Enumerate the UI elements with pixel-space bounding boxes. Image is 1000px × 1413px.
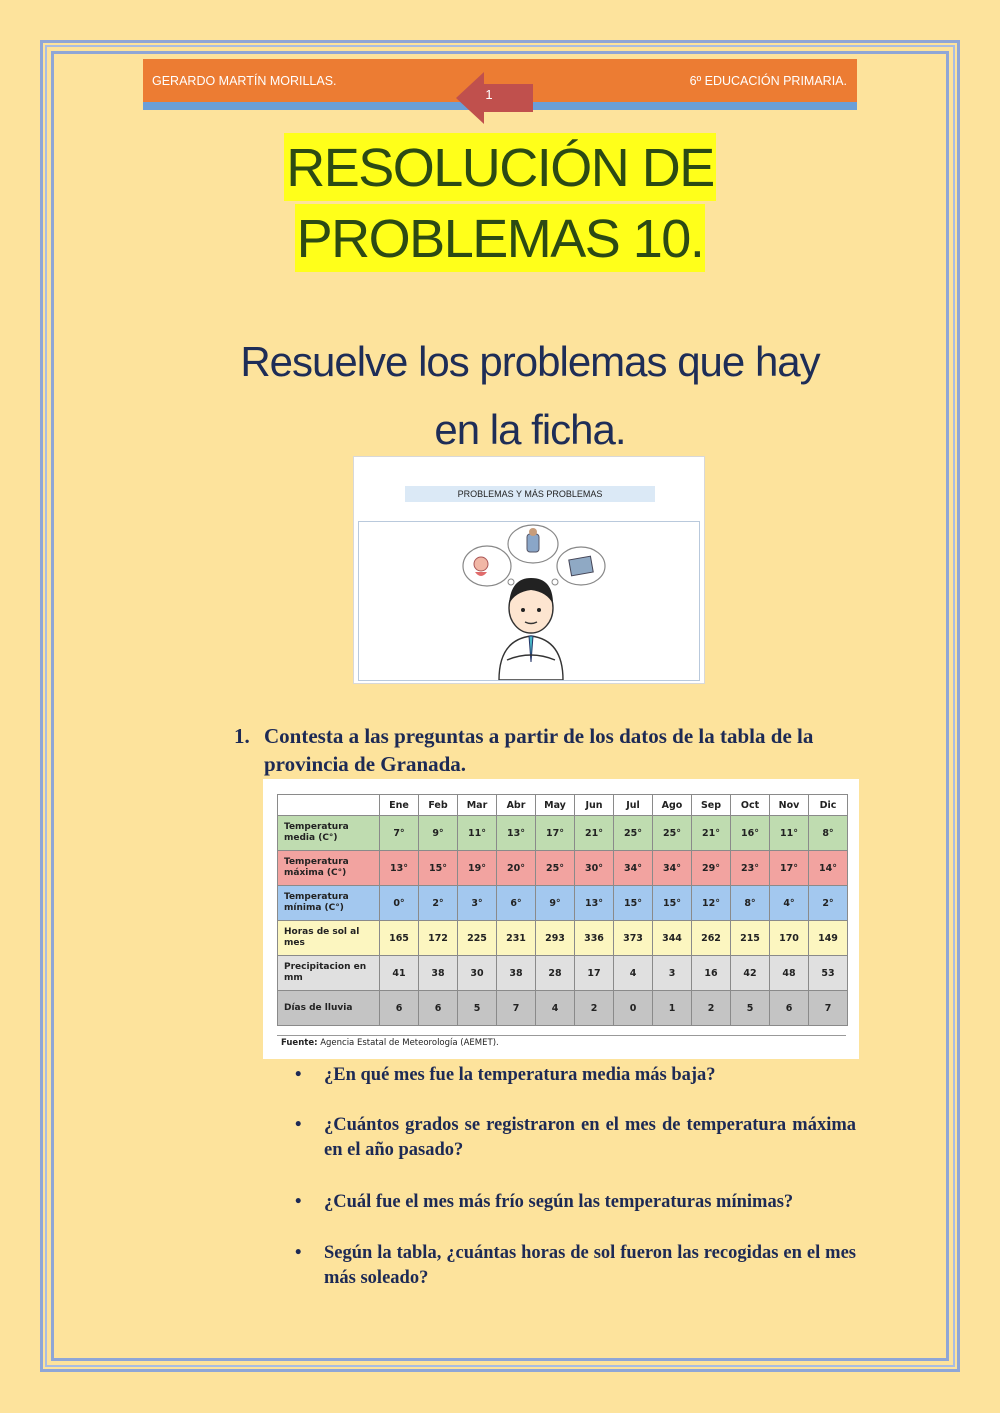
table-cell: 15°: [419, 851, 458, 886]
page-title: [150, 133, 850, 272]
table-cell: 20°: [497, 851, 536, 886]
table-cell: 13°: [575, 886, 614, 921]
table-cell: 225: [458, 921, 497, 956]
table-cell: 8°: [809, 816, 848, 851]
table-cell: 7°: [380, 816, 419, 851]
table-cell: 4: [536, 991, 575, 1026]
row-label: Temperatura máxima (C°): [278, 851, 380, 886]
table-cell: 21°: [692, 816, 731, 851]
table-cell: 13°: [497, 816, 536, 851]
table-cell: 3: [653, 956, 692, 991]
table-cell: 38: [497, 956, 536, 991]
table-corner-cell: [278, 795, 380, 816]
header-grade: 6º EDUCACIÓN PRIMARIA.: [689, 74, 847, 88]
bullet-text: ¿En qué mes fue la temperatura media más baja?: [324, 1065, 716, 1085]
header-author: GERARDO MARTÍN MORILLAS.: [152, 74, 337, 88]
title-line-1: RESOLUCIÓN DE: [284, 133, 716, 201]
table-cell: 4°: [770, 886, 809, 921]
table-cell: 15°: [614, 886, 653, 921]
instructions-line-1: Resuelve los problemas que hay: [240, 338, 820, 385]
month-header-ago: Ago: [653, 795, 692, 816]
table-row: [278, 816, 848, 851]
table-cell: 48: [770, 956, 809, 991]
table-cell: 2: [692, 991, 731, 1026]
table-row: [278, 991, 848, 1026]
month-header-feb: Feb: [419, 795, 458, 816]
table-cell: 25°: [536, 851, 575, 886]
month-header-abr: Abr: [497, 795, 536, 816]
bullet-text: Según la tabla, ¿cuántas horas de sol fueron las recogidas en el mes más soleado?: [324, 1243, 856, 1288]
instructions-line-2: en la ficha.: [434, 406, 626, 453]
table-cell: 16: [692, 956, 731, 991]
bullet-text: ¿Cuál fue el mes más frío según las temperaturas mínimas?: [324, 1192, 794, 1212]
table-cell: 8°: [731, 886, 770, 921]
table-cell: 262: [692, 921, 731, 956]
table-cell: 6: [770, 991, 809, 1026]
table-cell: 373: [614, 921, 653, 956]
thinking-boy-icon: [359, 522, 699, 680]
question-number: 1.: [234, 724, 250, 748]
table-cell: 11°: [770, 816, 809, 851]
worksheet-illustration-box: [358, 521, 700, 681]
table-cell: 2: [575, 991, 614, 1026]
table-cell: 7: [809, 991, 848, 1026]
table-header-row: [278, 795, 848, 816]
table-cell: 172: [419, 921, 458, 956]
table-cell: 34°: [653, 851, 692, 886]
table-cell: 0°: [380, 886, 419, 921]
title-line-2: PROBLEMAS 10.: [295, 204, 706, 272]
table-cell: 1: [653, 991, 692, 1026]
table-cell: 11°: [458, 816, 497, 851]
table-cell: 3°: [458, 886, 497, 921]
table-cell: 231: [497, 921, 536, 956]
table-cell: 28: [536, 956, 575, 991]
table-cell: 16°: [731, 816, 770, 851]
worksheet-heading: PROBLEMAS Y MÁS PROBLEMAS: [405, 486, 655, 502]
table-cell: 5: [731, 991, 770, 1026]
weather-table: [277, 794, 848, 1026]
table-cell: 30°: [575, 851, 614, 886]
row-label: Horas de sol al mes: [278, 921, 380, 956]
table-cell: 14°: [809, 851, 848, 886]
table-cell: 17: [575, 956, 614, 991]
table-cell: 29°: [692, 851, 731, 886]
table-cell: 2°: [419, 886, 458, 921]
table-cell: 336: [575, 921, 614, 956]
table-cell: 41: [380, 956, 419, 991]
question-text: Contesta a las preguntas a partir de los datos de la tabla de la provincia de Granada.: [264, 724, 814, 776]
worksheet-image: [353, 456, 705, 684]
table-cell: 25°: [653, 816, 692, 851]
bullet-icon: •: [295, 1065, 302, 1085]
month-header-jul: Jul: [614, 795, 653, 816]
table-source: [277, 1035, 846, 1050]
bullet-icon: •: [295, 1192, 302, 1212]
table-cell: 6°: [497, 886, 536, 921]
bullet-icon: •: [295, 1243, 302, 1263]
table-cell: 38: [419, 956, 458, 991]
table-cell: 215: [731, 921, 770, 956]
instructions: [170, 328, 890, 464]
bullet-text: ¿Cuántos grados se registraron en el mes de temperatura máxima en el año pasado?: [324, 1115, 856, 1160]
table-cell: 17°: [536, 816, 575, 851]
table-cell: 19°: [458, 851, 497, 886]
table-cell: 5: [458, 991, 497, 1026]
table-cell: 6: [419, 991, 458, 1026]
table-cell: 15°: [653, 886, 692, 921]
table-cell: 170: [770, 921, 809, 956]
month-header-mar: Mar: [458, 795, 497, 816]
table-cell: 2°: [809, 886, 848, 921]
table-cell: 4: [614, 956, 653, 991]
table-row: [278, 886, 848, 921]
page-number: 1: [485, 87, 493, 102]
table-cell: 34°: [614, 851, 653, 886]
row-label: Días de lluvia: [278, 991, 380, 1026]
table-cell: 149: [809, 921, 848, 956]
table-cell: 12°: [692, 886, 731, 921]
table-row: [278, 956, 848, 991]
weather-table-image: [263, 779, 859, 1059]
table-cell: 17°: [770, 851, 809, 886]
row-label: Temperatura mínima (C°): [278, 886, 380, 921]
month-header-sep: Sep: [692, 795, 731, 816]
table-cell: 165: [380, 921, 419, 956]
table-cell: 42: [731, 956, 770, 991]
table-cell: 0: [614, 991, 653, 1026]
table-cell: 21°: [575, 816, 614, 851]
table-cell: 293: [536, 921, 575, 956]
table-cell: 25°: [614, 816, 653, 851]
row-label: Precipitacion en mm: [278, 956, 380, 991]
table-row: [278, 851, 848, 886]
month-header-may: May: [536, 795, 575, 816]
bullet-icon: •: [295, 1115, 302, 1135]
month-header-oct: Oct: [731, 795, 770, 816]
table-cell: 7: [497, 991, 536, 1026]
row-label: Temperatura media (C°): [278, 816, 380, 851]
month-header-dic: Dic: [809, 795, 848, 816]
table-row: [278, 921, 848, 956]
table-cell: 6: [380, 991, 419, 1026]
table-cell: 9°: [536, 886, 575, 921]
table-cell: 53: [809, 956, 848, 991]
table-cell: 344: [653, 921, 692, 956]
source-text: Agencia Estatal de Meteorología (AEMET).: [320, 1038, 499, 1048]
month-header-jun: Jun: [575, 795, 614, 816]
month-header-ene: Ene: [380, 795, 419, 816]
table-cell: 23°: [731, 851, 770, 886]
table-cell: 9°: [419, 816, 458, 851]
table-cell: 30: [458, 956, 497, 991]
source-label: Fuente:: [281, 1038, 318, 1048]
month-header-nov: Nov: [770, 795, 809, 816]
table-cell: 13°: [380, 851, 419, 886]
